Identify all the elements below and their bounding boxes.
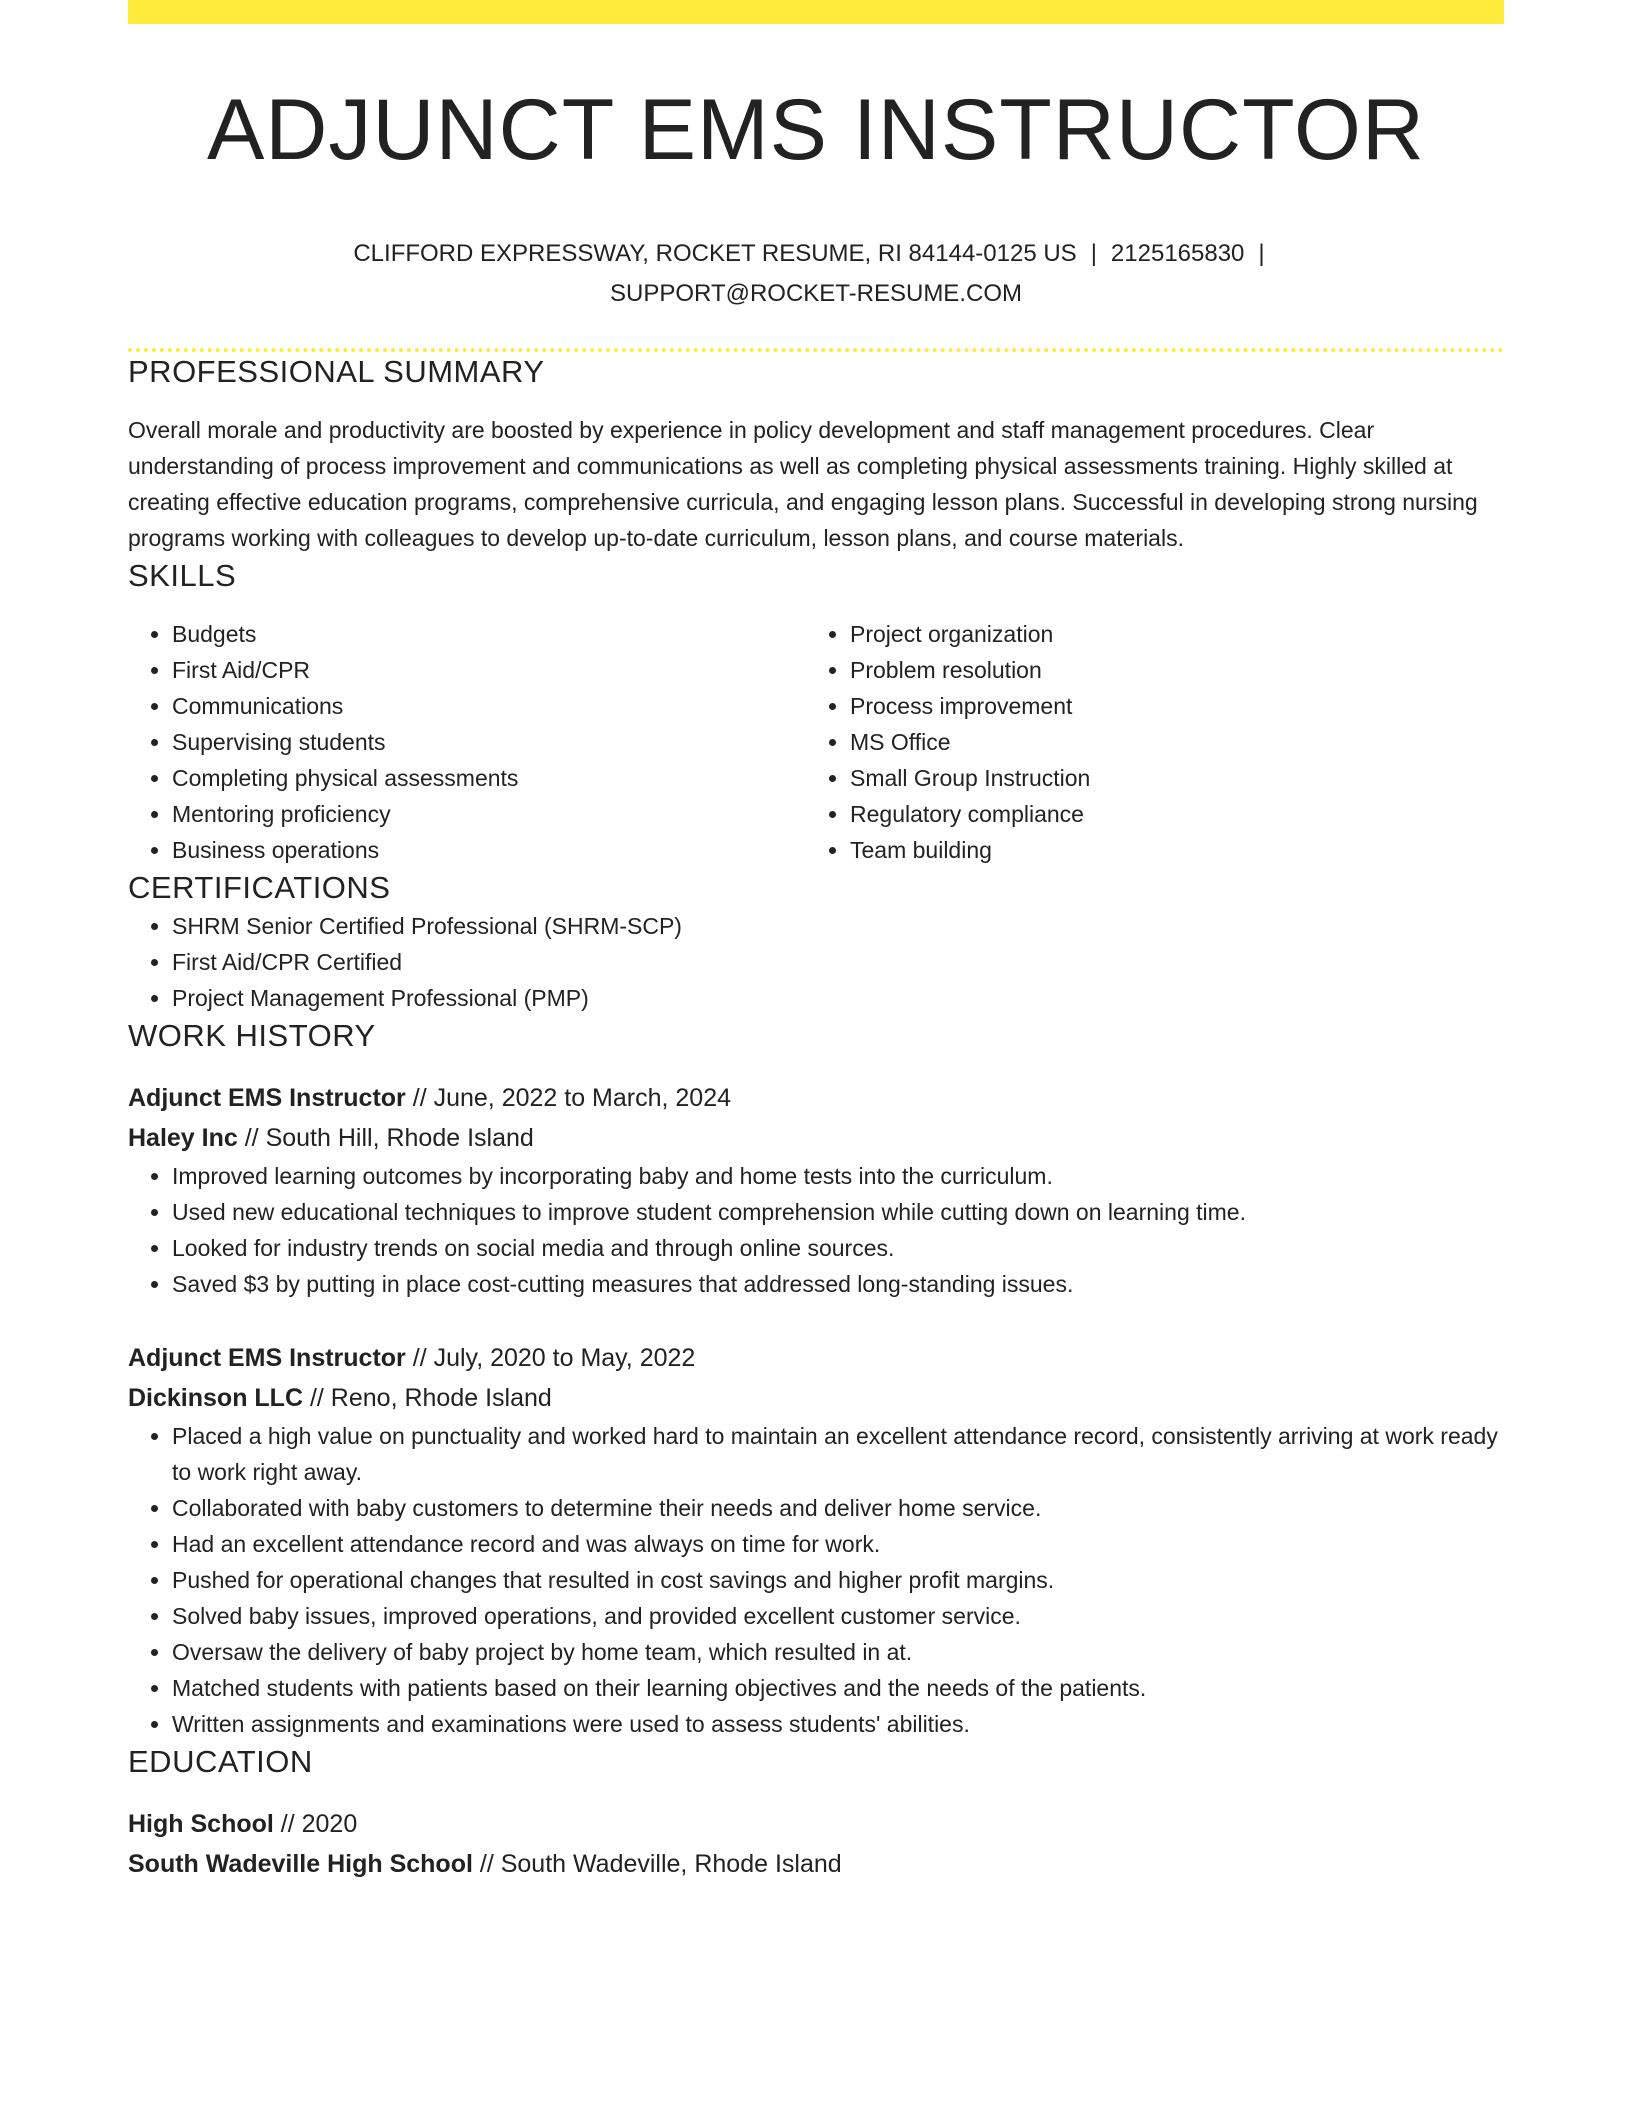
summary-text: Overall morale and productivity are boosted by experience in policy development and staff management procedures. Clear understanding of process improvement and communications as well as completing physical assessments training. Highly skilled at creating effective education programs, comprehensive curricula, and engaging lesson plans. Successful in developing strong nursing programs working with colleagues to develop up-to-date curriculum, lesson plans, and course materials. (128, 417, 1478, 551)
job-bullet: • Placed a high value on punctuality and worked hard to maintain an excellent attendance record, consistently arriving at work ready to work right away. (172, 1418, 1504, 1490)
job-company: Dickinson LLC (128, 1384, 304, 1412)
skills-column-right (806, 616, 1484, 868)
job-bullet: • Written assignments and examinations were used to assess students' abilities. (172, 1706, 1504, 1742)
skill-item: • Business operations (172, 832, 806, 868)
skill-item: • Mentoring proficiency (172, 796, 806, 832)
skill-item: • Process improvement (850, 688, 1484, 724)
job-role-line (128, 1338, 1504, 1378)
skill-item: • Supervising students (172, 724, 806, 760)
certification-item: • SHRM Senior Certified Professional (SHRM-SCP) (172, 908, 1504, 944)
education-entry (128, 1804, 1504, 1884)
skill-item: • Team building (850, 832, 1484, 868)
certifications-heading: CERTIFICATIONS (128, 870, 391, 905)
job-bullet: • Saved $3 by putting in place cost-cutting measures that addressed long-standing issues. (172, 1266, 1504, 1302)
skill-item: • Project organization (850, 616, 1484, 652)
job-bullet: • Matched students with patients based on their learning objectives and the needs of the patients. (172, 1670, 1504, 1706)
job-bullet: • Collaborated with baby customers to determine their needs and deliver home service. (172, 1490, 1504, 1526)
work-history-heading: WORK HISTORY (128, 1018, 376, 1053)
summary-heading: PROFESSIONAL SUMMARY (128, 354, 545, 389)
education-school: South Wadeville High School (128, 1850, 473, 1878)
skill-item: • Problem resolution (850, 652, 1484, 688)
education-heading: EDUCATION (128, 1744, 313, 1779)
job-bullet: • Oversaw the delivery of baby project by home team, which resulted in at. (172, 1634, 1504, 1670)
job-dates: // June, 2022 to March, 2024 (412, 1084, 732, 1112)
job-bullets (128, 1418, 1504, 1742)
contact-address: CLIFFORD EXPRESSWAY, ROCKET RESUME, RI 84144-0125 US (353, 240, 1077, 267)
contact-separator: | (1258, 240, 1265, 267)
skill-item: • Small Group Instruction (850, 760, 1484, 796)
skills-heading: SKILLS (128, 558, 237, 593)
job-entry (128, 1338, 1504, 1742)
skills-list-right (806, 616, 1484, 868)
job-location: // Reno, Rhode Island (309, 1384, 552, 1412)
job-bullets (128, 1158, 1504, 1302)
job-entry (128, 1078, 1504, 1302)
job-bullet: • Improved learning outcomes by incorporating baby and home tests into the curriculum. (172, 1158, 1504, 1194)
job-location: // South Hill, Rhode Island (244, 1124, 534, 1152)
job-dates: // July, 2020 to May, 2022 (412, 1344, 696, 1372)
contact-separator: | (1090, 240, 1097, 267)
skill-item: • First Aid/CPR (172, 652, 806, 688)
certifications-list (128, 908, 1504, 1016)
education-degree-line (128, 1804, 1504, 1844)
contact-info (128, 234, 1504, 314)
resume-content (128, 0, 1504, 1884)
education-location: // South Wadeville, Rhode Island (479, 1850, 842, 1878)
job-role: Adjunct EMS Instructor (128, 1084, 406, 1112)
education-school-line (128, 1844, 1504, 1884)
skills-list-left (128, 616, 806, 868)
education-year: // 2020 (280, 1810, 358, 1838)
skill-item: • Completing physical assessments (172, 760, 806, 796)
certification-item: • Project Management Professional (PMP) (172, 980, 1504, 1016)
skill-item: • MS Office (850, 724, 1484, 760)
job-bullet: • Solved baby issues, improved operations, and provided excellent customer service. (172, 1598, 1504, 1634)
skill-item: • Regulatory compliance (850, 796, 1484, 832)
resume-name: ADJUNCT EMS INSTRUCTOR (206, 82, 1426, 178)
job-company: Haley Inc (128, 1124, 238, 1152)
job-bullet: • Pushed for operational changes that resulted in cost savings and higher profit margins. (172, 1562, 1504, 1598)
job-company-line (128, 1378, 1504, 1418)
job-bullet: • Looked for industry trends on social media and through online sources. (172, 1230, 1504, 1266)
job-role-line (128, 1078, 1504, 1118)
skills-column-left (128, 616, 806, 868)
contact-line-1 (128, 234, 1504, 274)
contact-email: SUPPORT@ROCKET-RESUME.COM (610, 280, 1022, 307)
skill-item: • Communications (172, 688, 806, 724)
skills-grid (128, 616, 1504, 868)
skill-item: • Budgets (172, 616, 806, 652)
job-company-line (128, 1118, 1504, 1158)
education-degree: High School (128, 1810, 274, 1838)
contact-phone: 2125165830 (1110, 240, 1245, 267)
job-bullet: • Used new educational techniques to improve student comprehension while cutting down on learning time. (172, 1194, 1504, 1230)
job-bullet: • Had an excellent attendance record and was always on time for work. (172, 1526, 1504, 1562)
job-role: Adjunct EMS Instructor (128, 1344, 406, 1372)
certification-item: • First Aid/CPR Certified (172, 944, 1504, 980)
